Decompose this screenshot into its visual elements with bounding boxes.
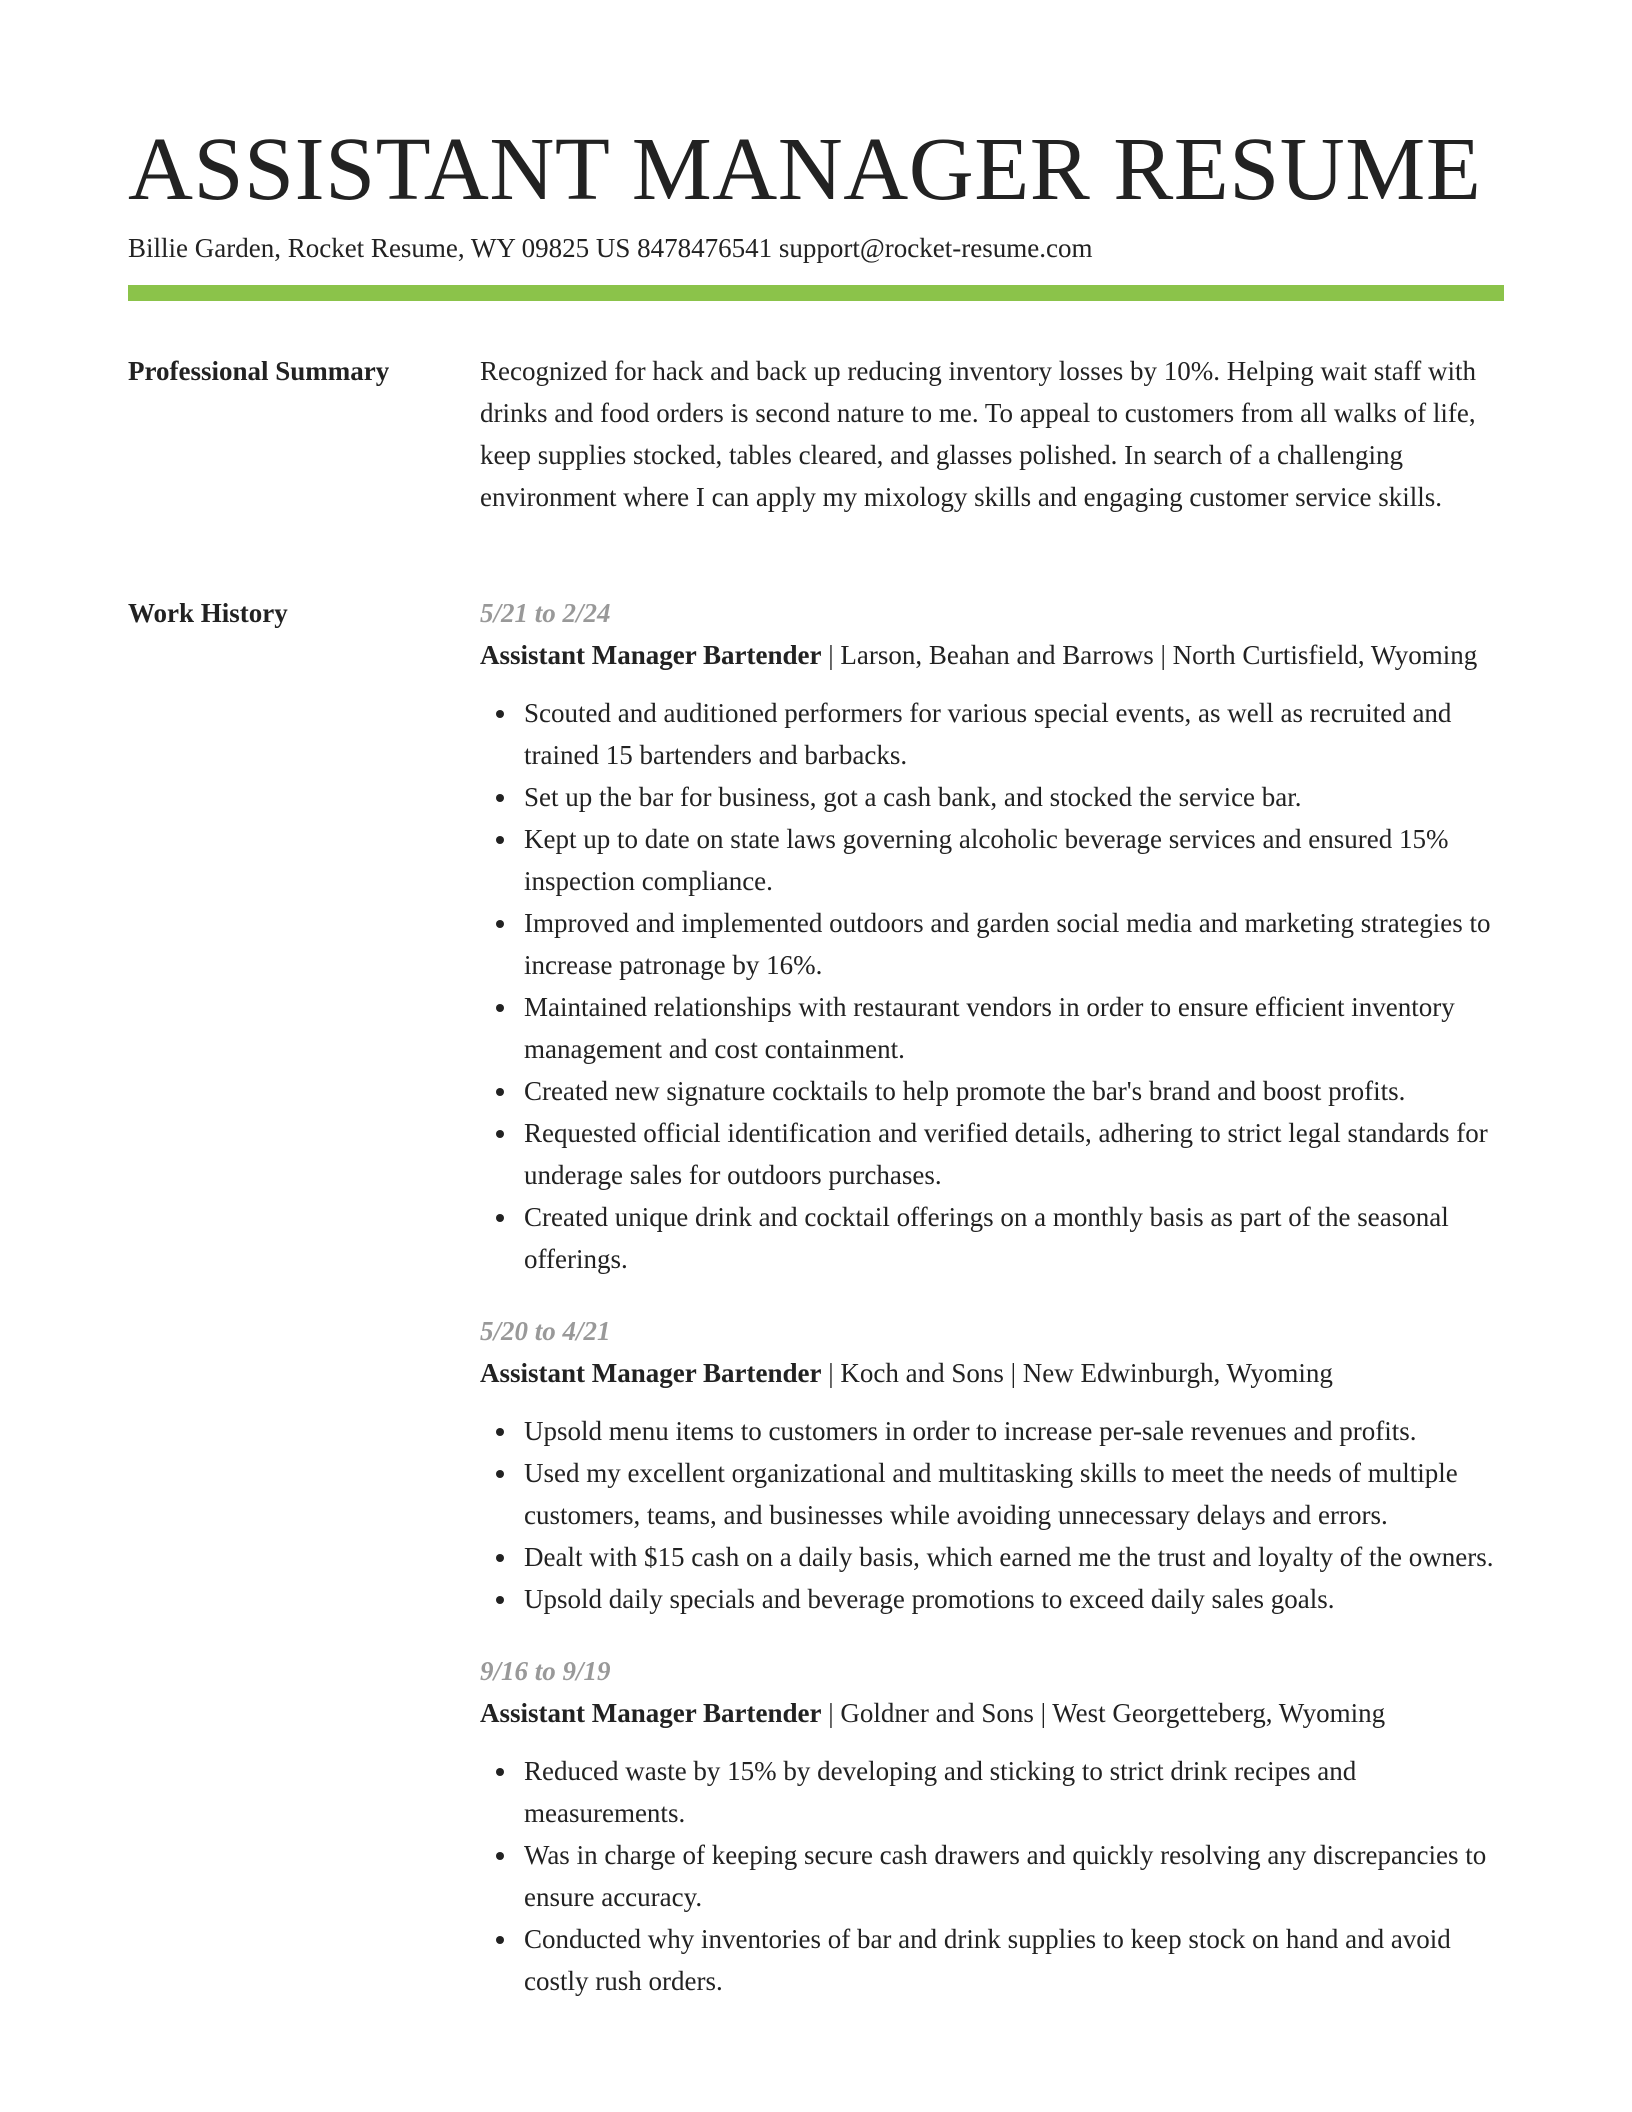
job-bullet-list	[480, 1410, 1504, 1620]
job-bullet: Upsold menu items to customers in order to increase per-sale revenues and profits.	[524, 1410, 1504, 1452]
job-employer-location: | Larson, Beahan and Barrows | North Curtisfield, Wyoming	[821, 640, 1478, 670]
job-bullet: Was in charge of keeping secure cash drawers and quickly resolving any discrepancies to ensure accuracy.	[524, 1834, 1504, 1918]
job-entry	[480, 1310, 1504, 1620]
job-bullet: Requested official identification and verified details, adhering to strict legal standards for underage sales for outdoors purchases.	[524, 1112, 1504, 1196]
job-heading	[480, 634, 1504, 676]
job-dates: 5/20 to 4/21	[480, 1316, 611, 1346]
job-bullet: Maintained relationships with restaurant vendors in order to ensure efficient inventory management and cost containment.	[524, 986, 1504, 1070]
job-bullet: Created new signature cocktails to help promote the bar's brand and boost profits.	[524, 1070, 1504, 1112]
job-employer-location: | Goldner and Sons | West Georgetteberg, Wyoming	[821, 1698, 1386, 1728]
job-bullet: Kept up to date on state laws governing alcoholic beverage services and ensured 15% inspection compliance.	[524, 818, 1504, 902]
accent-divider	[128, 285, 1504, 301]
job-entry	[480, 1650, 1504, 2002]
section-label-work-history: Work History	[128, 598, 288, 628]
summary-body	[480, 350, 1504, 518]
job-bullet-list	[480, 692, 1504, 1280]
job-bullet: Set up the bar for business, got a cash bank, and stocked the service bar.	[524, 776, 1504, 818]
job-bullet: Reduced waste by 15% by developing and sticking to strict drink recipes and measurements.	[524, 1750, 1504, 1834]
job-bullet-list	[480, 1750, 1504, 2002]
job-entry	[480, 592, 1504, 1280]
section-label-summary: Professional Summary	[128, 356, 390, 386]
job-dates: 5/21 to 2/24	[480, 598, 611, 628]
job-bullet: Scouted and auditioned performers for various special events, as well as recruited and trained 15 bartenders and barbacks.	[524, 692, 1504, 776]
contact-line: Billie Garden, Rocket Resume, WY 09825 US 8478476541 support@rocket-resume.com	[128, 233, 1093, 263]
job-title: Assistant Manager Bartender	[480, 640, 822, 670]
work-history-list	[480, 592, 1504, 2032]
resume-title: ASSISTANT MANAGER RESUME	[128, 120, 1482, 219]
job-title: Assistant Manager Bartender	[480, 1698, 822, 1728]
job-bullet: Conducted why inventories of bar and drink supplies to keep stock on hand and avoid costly rush orders.	[524, 1918, 1504, 2002]
job-heading	[480, 1692, 1504, 1734]
job-title: Assistant Manager Bartender	[480, 1358, 822, 1388]
summary-text: Recognized for hack and back up reducing inventory losses by 10%. Helping wait staff with drinks and food orders is second nature to me. To appeal to customers from all walks of life, keep supplies stocked, tables cleared, and glasses polished. In search of a challenging environment where I can apply my mixology skills and engaging customer service skills.	[480, 356, 1476, 512]
job-employer-location: | Koch and Sons | New Edwinburgh, Wyoming	[821, 1358, 1333, 1388]
job-dates: 9/16 to 9/19	[480, 1656, 611, 1686]
job-bullet: Upsold daily specials and beverage promotions to exceed daily sales goals.	[524, 1578, 1504, 1620]
job-bullet: Improved and implemented outdoors and garden social media and marketing strategies to increase patronage by 16%.	[524, 902, 1504, 986]
job-bullet: Created unique drink and cocktail offerings on a monthly basis as part of the seasonal offerings.	[524, 1196, 1504, 1280]
job-bullet: Dealt with $15 cash on a daily basis, which earned me the trust and loyalty of the owners.	[524, 1536, 1504, 1578]
job-bullet: Used my excellent organizational and multitasking skills to meet the needs of multiple customers, teams, and businesses while avoiding unnecessary delays and errors.	[524, 1452, 1504, 1536]
job-heading	[480, 1352, 1504, 1394]
